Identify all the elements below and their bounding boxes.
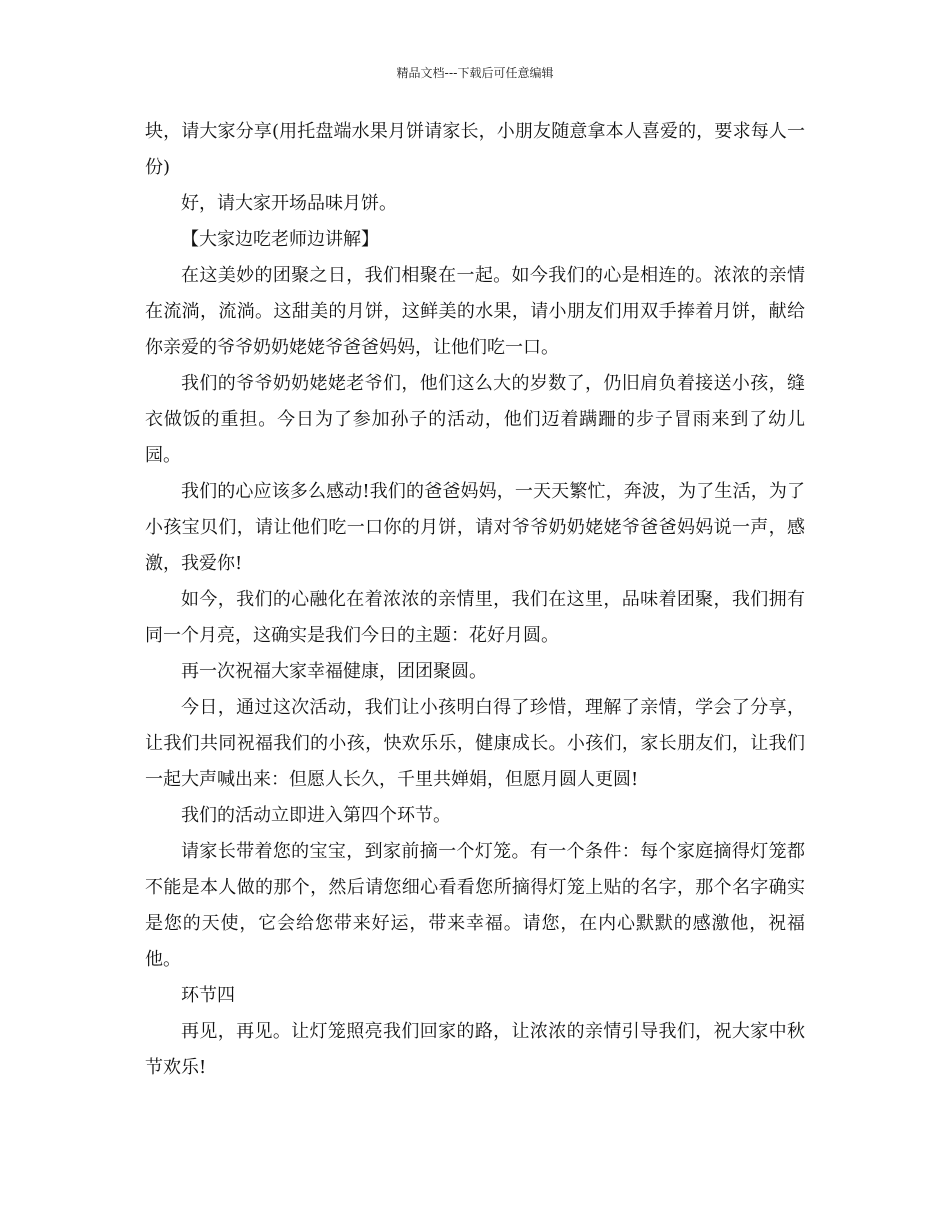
paragraph: 我们的活动立即进入第四个环节。 [181, 805, 451, 826]
paragraph: 我们的爷爷奶奶姥姥老爷们，他们这么大的岁数了，仍旧肩负着接送小孩，缝衣做饭的重担。今日为了参加孙子的活动，他们迈着蹒跚的步子冒雨来到了幼儿园。 [145, 373, 805, 466]
paragraph: 再一次祝福大家幸福健康，团团聚圆。 [181, 661, 487, 682]
section-note: 【大家边吃老师边讲解】 [181, 229, 379, 250]
paragraph: 今日，通过这次活动，我们让小孩明白得了珍惜，理解了亲情，学会了分享，让我们共同祝福我们的小孩，快欢乐乐，健康成长。小孩们，家长朋友们，让我们一起大声喊出来：但愿人长久，千里共婵娟，但愿月圆人更圆! [145, 697, 805, 790]
section-heading: 环节四 [181, 985, 235, 1006]
page-header: 精品文档---下载后可任意编辑 [396, 66, 554, 80]
paragraph: 我们的心应该多么感动!我们的爸爸妈妈，一天天繁忙，奔波，为了生活，为了小孩宝贝们，请让他们吃一口你的月饼，请对爷爷奶奶姥姥爷爸爸妈妈说一声，感激，我爱你! [145, 481, 805, 574]
paragraph: 在这美妙的团聚之日，我们相聚在一起。如今我们的心是相连的。浓浓的亲情在流淌，流淌。这甜美的月饼，这鲜美的水果，请小朋友们用双手捧着月饼，献给你亲爱的爷爷奶奶姥姥爷爸爸妈妈，让他们吃一口。 [145, 265, 805, 358]
paragraph: 请家长带着您的宝宝，到家前摘一个灯笼。有一个条件：每个家庭摘得灯笼都不能是本人做的那个，然后请您细心看看您所摘得灯笼上贴的名字，那个名字确实是您的天使，它会给您带来好运，带来幸福。请您，在内心默默的感激他，祝福他。 [145, 841, 805, 970]
paragraph: 再见，再见。让灯笼照亮我们回家的路，让浓浓的亲情引导我们，祝大家中秋节欢乐! [145, 1021, 805, 1078]
paragraph: 好，请大家开场品味月饼。 [181, 193, 397, 214]
paragraph: 如今，我们的心融化在着浓浓的亲情里，我们在这里，品味着团聚，我们拥有同一个月亮，这确实是我们今日的主题：花好月圆。 [145, 589, 805, 646]
document-body [145, 114, 805, 1086]
paragraph-continuation: 块，请大家分享(用托盘端水果月饼请家长，小朋友随意拿本人喜爱的，要求每人一份) [145, 121, 805, 178]
